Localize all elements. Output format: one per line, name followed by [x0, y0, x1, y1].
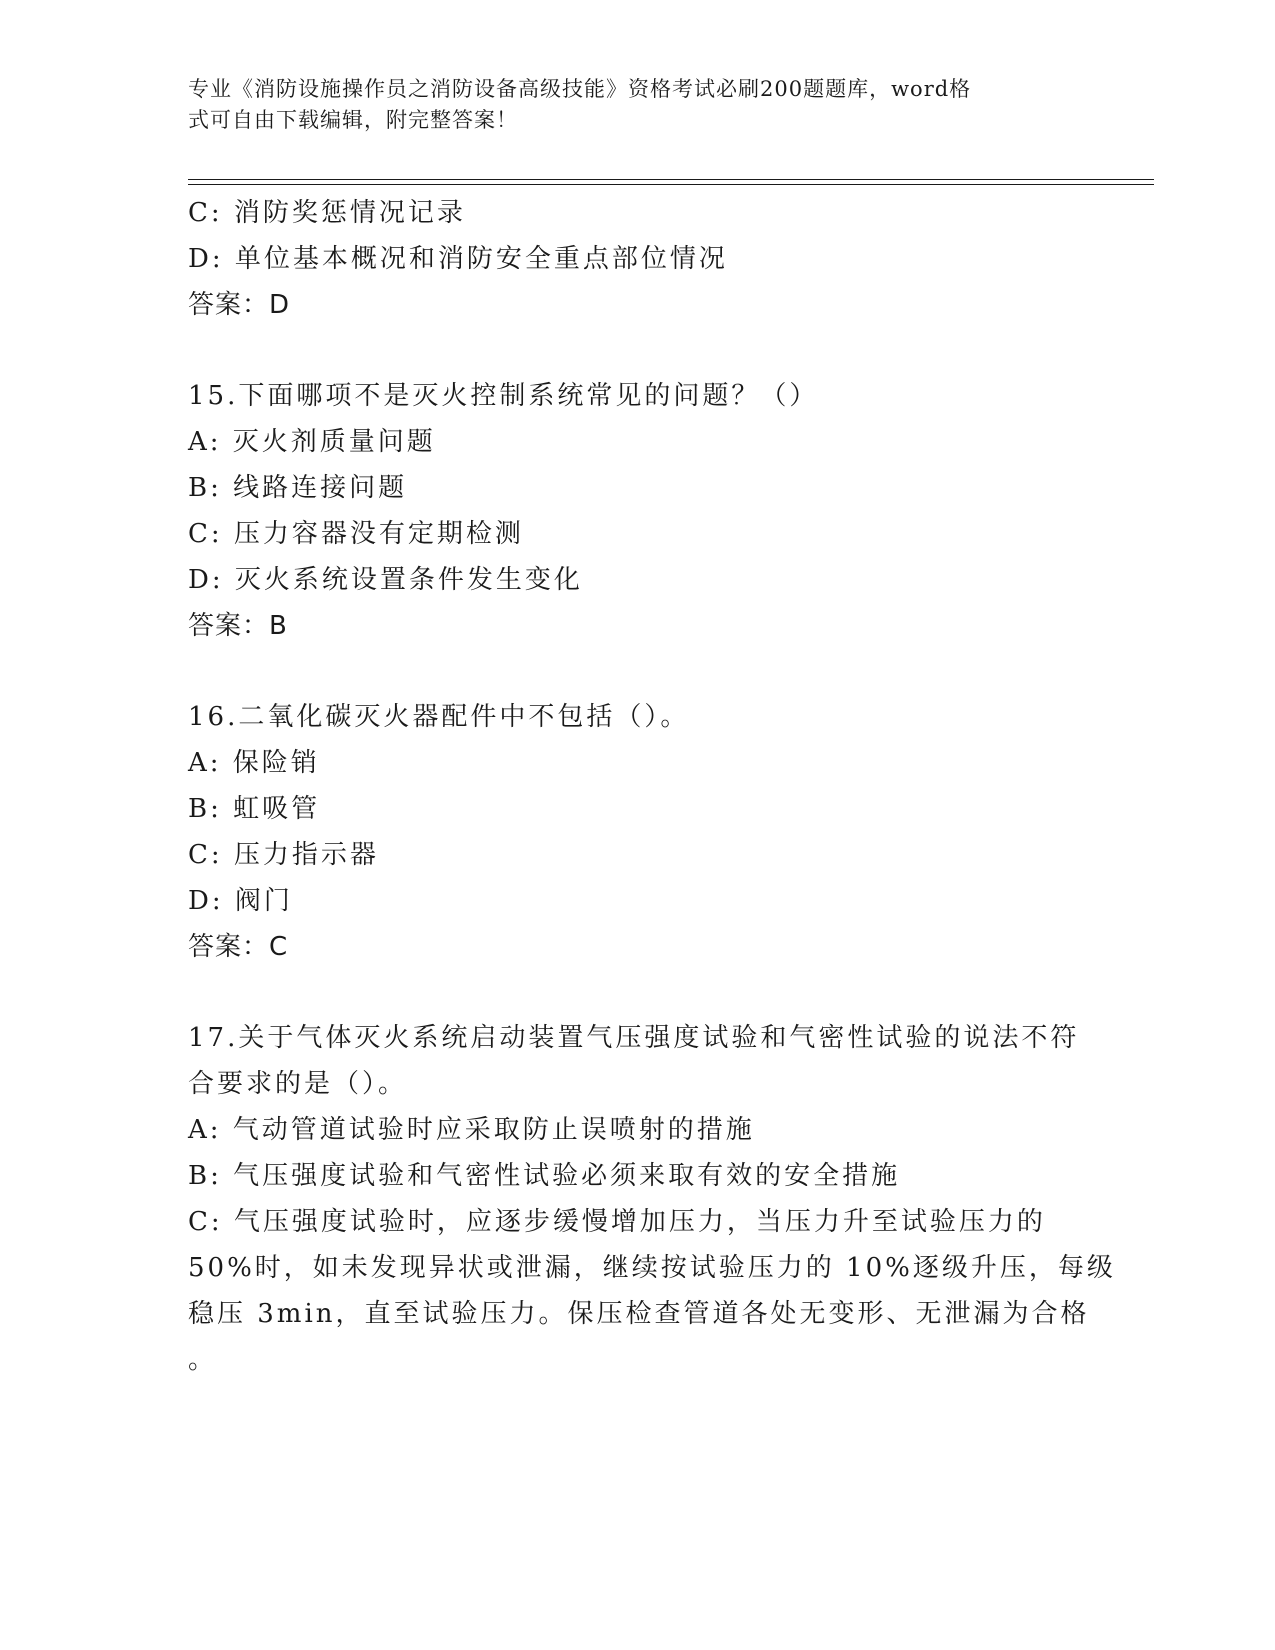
question-text: 16.二氧化碳灭火器配件中不包括（）。 [188, 702, 690, 732]
question-list [188, 190, 1116, 1383]
document-header [188, 74, 1068, 136]
question-14-tail [188, 190, 1088, 328]
question-15 [188, 373, 1088, 649]
option-b: B: 线路连接问题 [188, 473, 408, 503]
option-a: A: 保险销 [188, 748, 320, 778]
option-c: C: 压力指示器 [188, 840, 379, 870]
header-line-2: 式可自由下载编辑，附完整答案！ [188, 108, 518, 132]
header-divider-top [188, 179, 1154, 180]
option-a: A: 灭火剂质量问题 [188, 427, 436, 457]
option-d: D: 阀门 [188, 886, 293, 916]
option-c-line-3: 稳压 3min，直至试验压力。保压检查管道各处无变形、无泄漏为合格 [188, 1299, 1090, 1329]
option-b: B: 气压强度试验和气密性试验必须来取有效的安全措施 [188, 1161, 901, 1191]
spacer [188, 649, 1088, 694]
option-d: D: 单位基本概况和消防安全重点部位情况 [188, 244, 728, 274]
question-text: 15.下面哪项不是灭火控制系统常见的问题？（） [188, 381, 819, 411]
header-line-1: 专业《消防设施操作员之消防设备高级技能》资格考试必刷200题题库，word格 [188, 77, 972, 101]
header-divider-bottom [188, 184, 1154, 185]
question-17 [188, 1015, 1116, 1383]
option-d: D: 灭火系统设置条件发生变化 [188, 565, 583, 595]
answer: 答案：D [188, 290, 291, 320]
option-b: B: 虹吸管 [188, 794, 321, 824]
question-16 [188, 694, 1088, 970]
spacer [188, 970, 1088, 1015]
question-text-line-1: 17.关于气体灭火系统启动装置气压强度试验和气密性试验的说法不符 [188, 1023, 1080, 1053]
option-c-line-2: 50%时，如未发现异状或泄漏，继续按试验压力的 10%逐级升压，每级 [188, 1253, 1116, 1283]
question-text-line-2: 合要求的是（）。 [188, 1069, 408, 1099]
option-a: A: 气动管道试验时应采取防止误喷射的措施 [188, 1115, 755, 1145]
answer: 答案：B [188, 611, 288, 641]
option-c-line-1: C: 气压强度试验时，应逐步缓慢增加压力，当压力升至试验压力的 [188, 1207, 1046, 1237]
option-c: C: 消防奖惩情况记录 [188, 198, 466, 228]
answer: 答案：C [188, 932, 289, 962]
option-c: C: 压力容器没有定期检测 [188, 519, 524, 549]
spacer [188, 328, 1088, 373]
option-c-line-4: 。 [188, 1345, 218, 1375]
